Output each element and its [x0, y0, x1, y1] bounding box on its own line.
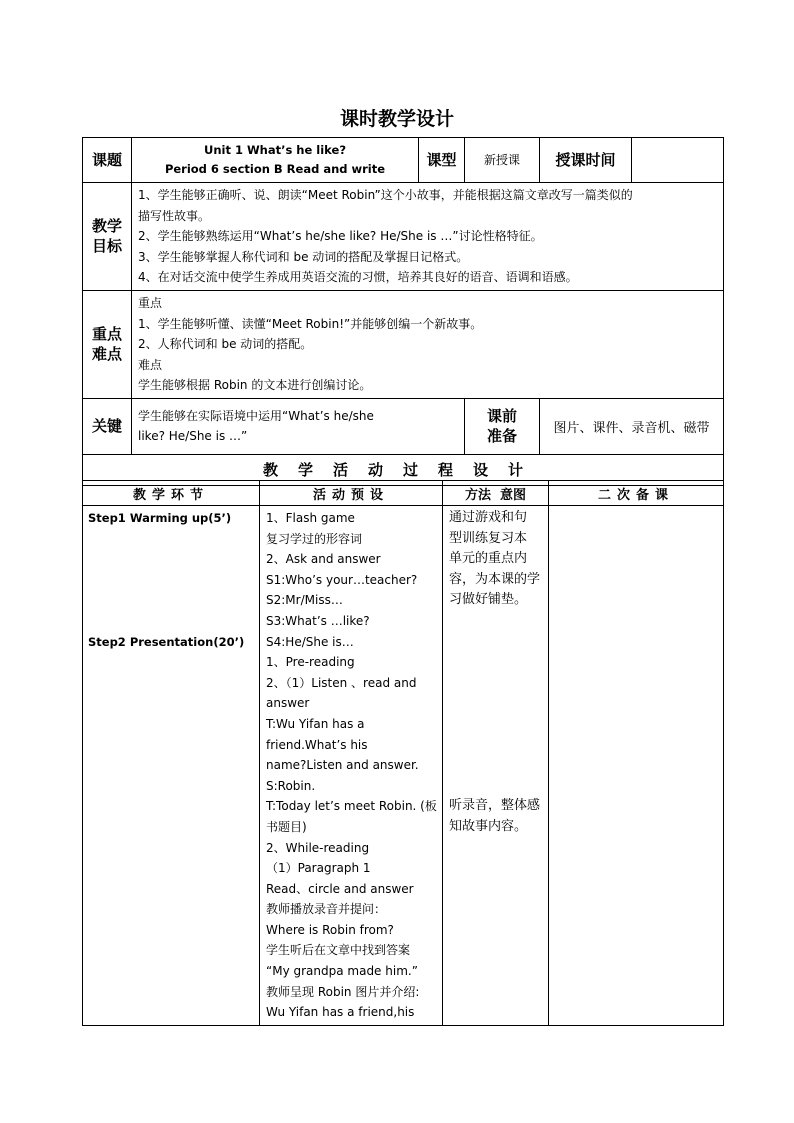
step-warming-up: Step1 Warming up(5’): [88, 511, 232, 525]
activity-line: answer: [266, 696, 310, 711]
objective-line: 1、学生能够正确听、说、朗读“Meet Robin”这个小故事，并能根据这篇文章改写一篇类似的: [138, 188, 633, 202]
method-line: 听录音，整体感: [449, 797, 541, 813]
page-title: 课时教学设计: [339, 108, 454, 130]
header-activity: 活动预设: [260, 481, 443, 506]
prep-value: 图片、课件、录音机、磁带: [540, 398, 724, 454]
activity-line: S1:Who’s your…teacher?: [266, 572, 418, 587]
key-point-line: 学生能够根据 Robin 的文本进行创编讨论。: [138, 378, 372, 393]
key-point-line: 重点: [138, 295, 163, 310]
objective-line: 4、在对话交流中使学生养成用英语交流的习惯，培养其良好的语音、语调和语感。: [138, 270, 578, 285]
method-line: 通过游戏和句: [449, 510, 528, 525]
activity-line: 2、Ask and answer: [266, 552, 381, 567]
lesson-type-value: 新授课: [465, 138, 540, 183]
process-table: [82, 480, 724, 1026]
step-presentation: Step2 Presentation(20’): [88, 634, 245, 649]
lesson-time-label: 授课时间: [540, 138, 632, 183]
activity-line: 复习学过的形容词: [266, 531, 363, 546]
key-points-content: [132, 290, 724, 398]
topic-label: 课题: [83, 138, 132, 183]
key-line: like? He/She is …”: [138, 429, 248, 444]
activity-line: 2、While-reading: [266, 840, 370, 855]
activity-line: 1、Flash game: [266, 511, 355, 525]
key-point-line: 2、人称代词和 be 动词的搭配。: [138, 337, 313, 352]
method-column: [443, 506, 549, 1026]
activity-line: T:Today let’s meet Robin. (板: [266, 799, 437, 814]
lesson-time-value[interactable]: [632, 138, 724, 183]
activity-line: Read、circle and answer: [266, 881, 414, 896]
prep-label-1: 课前: [486, 407, 517, 426]
objectives-content: [132, 183, 724, 291]
method-line: 型训练复习本: [449, 530, 528, 546]
key-point-line: 难点: [138, 357, 163, 372]
method-line: 容，为本课的学: [449, 571, 541, 587]
objectives-label-1: 教学: [91, 217, 122, 236]
activity-line: “My grandpa made him.”: [266, 964, 418, 979]
method-line: 习做好铺垫。: [449, 592, 528, 608]
steps-column: [83, 506, 260, 1026]
method-line: 知故事内容。: [449, 818, 528, 834]
key-line: 学生能够在实际语境中运用“What’s he/she: [138, 408, 374, 423]
activity-line: S:Robin.: [266, 778, 316, 793]
prep-label-2: 准备: [486, 427, 517, 446]
objective-line: 描写性故事。: [138, 208, 211, 223]
activity-line: Wu Yifan has a friend,his: [266, 1005, 415, 1020]
key-content: [132, 398, 465, 454]
activities-column: [260, 506, 443, 1026]
activity-line: 书题目): [266, 819, 307, 834]
activity-line: 2、（1）Listen 、read and: [266, 675, 417, 690]
lesson-type-label: 课型: [419, 138, 465, 183]
activity-line: S2:Mr/Miss…: [266, 593, 343, 608]
activity-line: 学生听后在文章中找到答案: [266, 943, 411, 958]
objective-line: 3、学生能够掌握人称代词和 be 动词的搭配及掌握日记格式。: [138, 249, 469, 264]
activity-line: S4:He/She is…: [266, 634, 354, 649]
activity-line: T:Wu Yifan has a: [266, 716, 365, 731]
objective-line: 2、学生能够熟练运用“What’s he/she like? He/She is …”讨论性格特征。: [138, 229, 543, 244]
key-points-label-2: 难点: [91, 345, 122, 364]
header-stage: 教学环节: [83, 481, 260, 506]
activity-line: S3:What’s …like?: [266, 613, 370, 628]
header-method: 方法 意图: [443, 481, 549, 506]
activity-line: Where is Robin from?: [266, 922, 394, 937]
process-title: 教学活动过程设计: [83, 454, 724, 485]
header-second-prep: 二次备课: [549, 481, 724, 506]
key-points-label-1: 重点: [91, 325, 122, 344]
lesson-info-table: [82, 137, 724, 486]
topic-line-1: Unit 1 What’s he like?: [203, 143, 346, 157]
key-label: 关键: [83, 398, 132, 454]
method-line: 单元的重点内: [449, 551, 528, 567]
second-prep-column[interactable]: [549, 506, 724, 1026]
activity-line: 教师呈现 Robin 图片并介绍:: [266, 984, 420, 999]
topic-line-2: Period 6 section B Read and write: [164, 162, 386, 176]
activity-line: （1）Paragraph 1: [266, 861, 371, 876]
activity-line: 1、Pre-reading: [266, 655, 355, 670]
objectives-label-2: 目标: [91, 237, 122, 256]
key-point-line: 1、学生能够听懂、读懂“Meet Robin!”并能够创编一个新故事。: [138, 316, 483, 331]
activity-line: friend.What’s his: [266, 737, 368, 752]
activity-line: 教师播放录音并提问：: [266, 902, 387, 917]
activity-line: name?Listen and answer.: [266, 758, 419, 773]
